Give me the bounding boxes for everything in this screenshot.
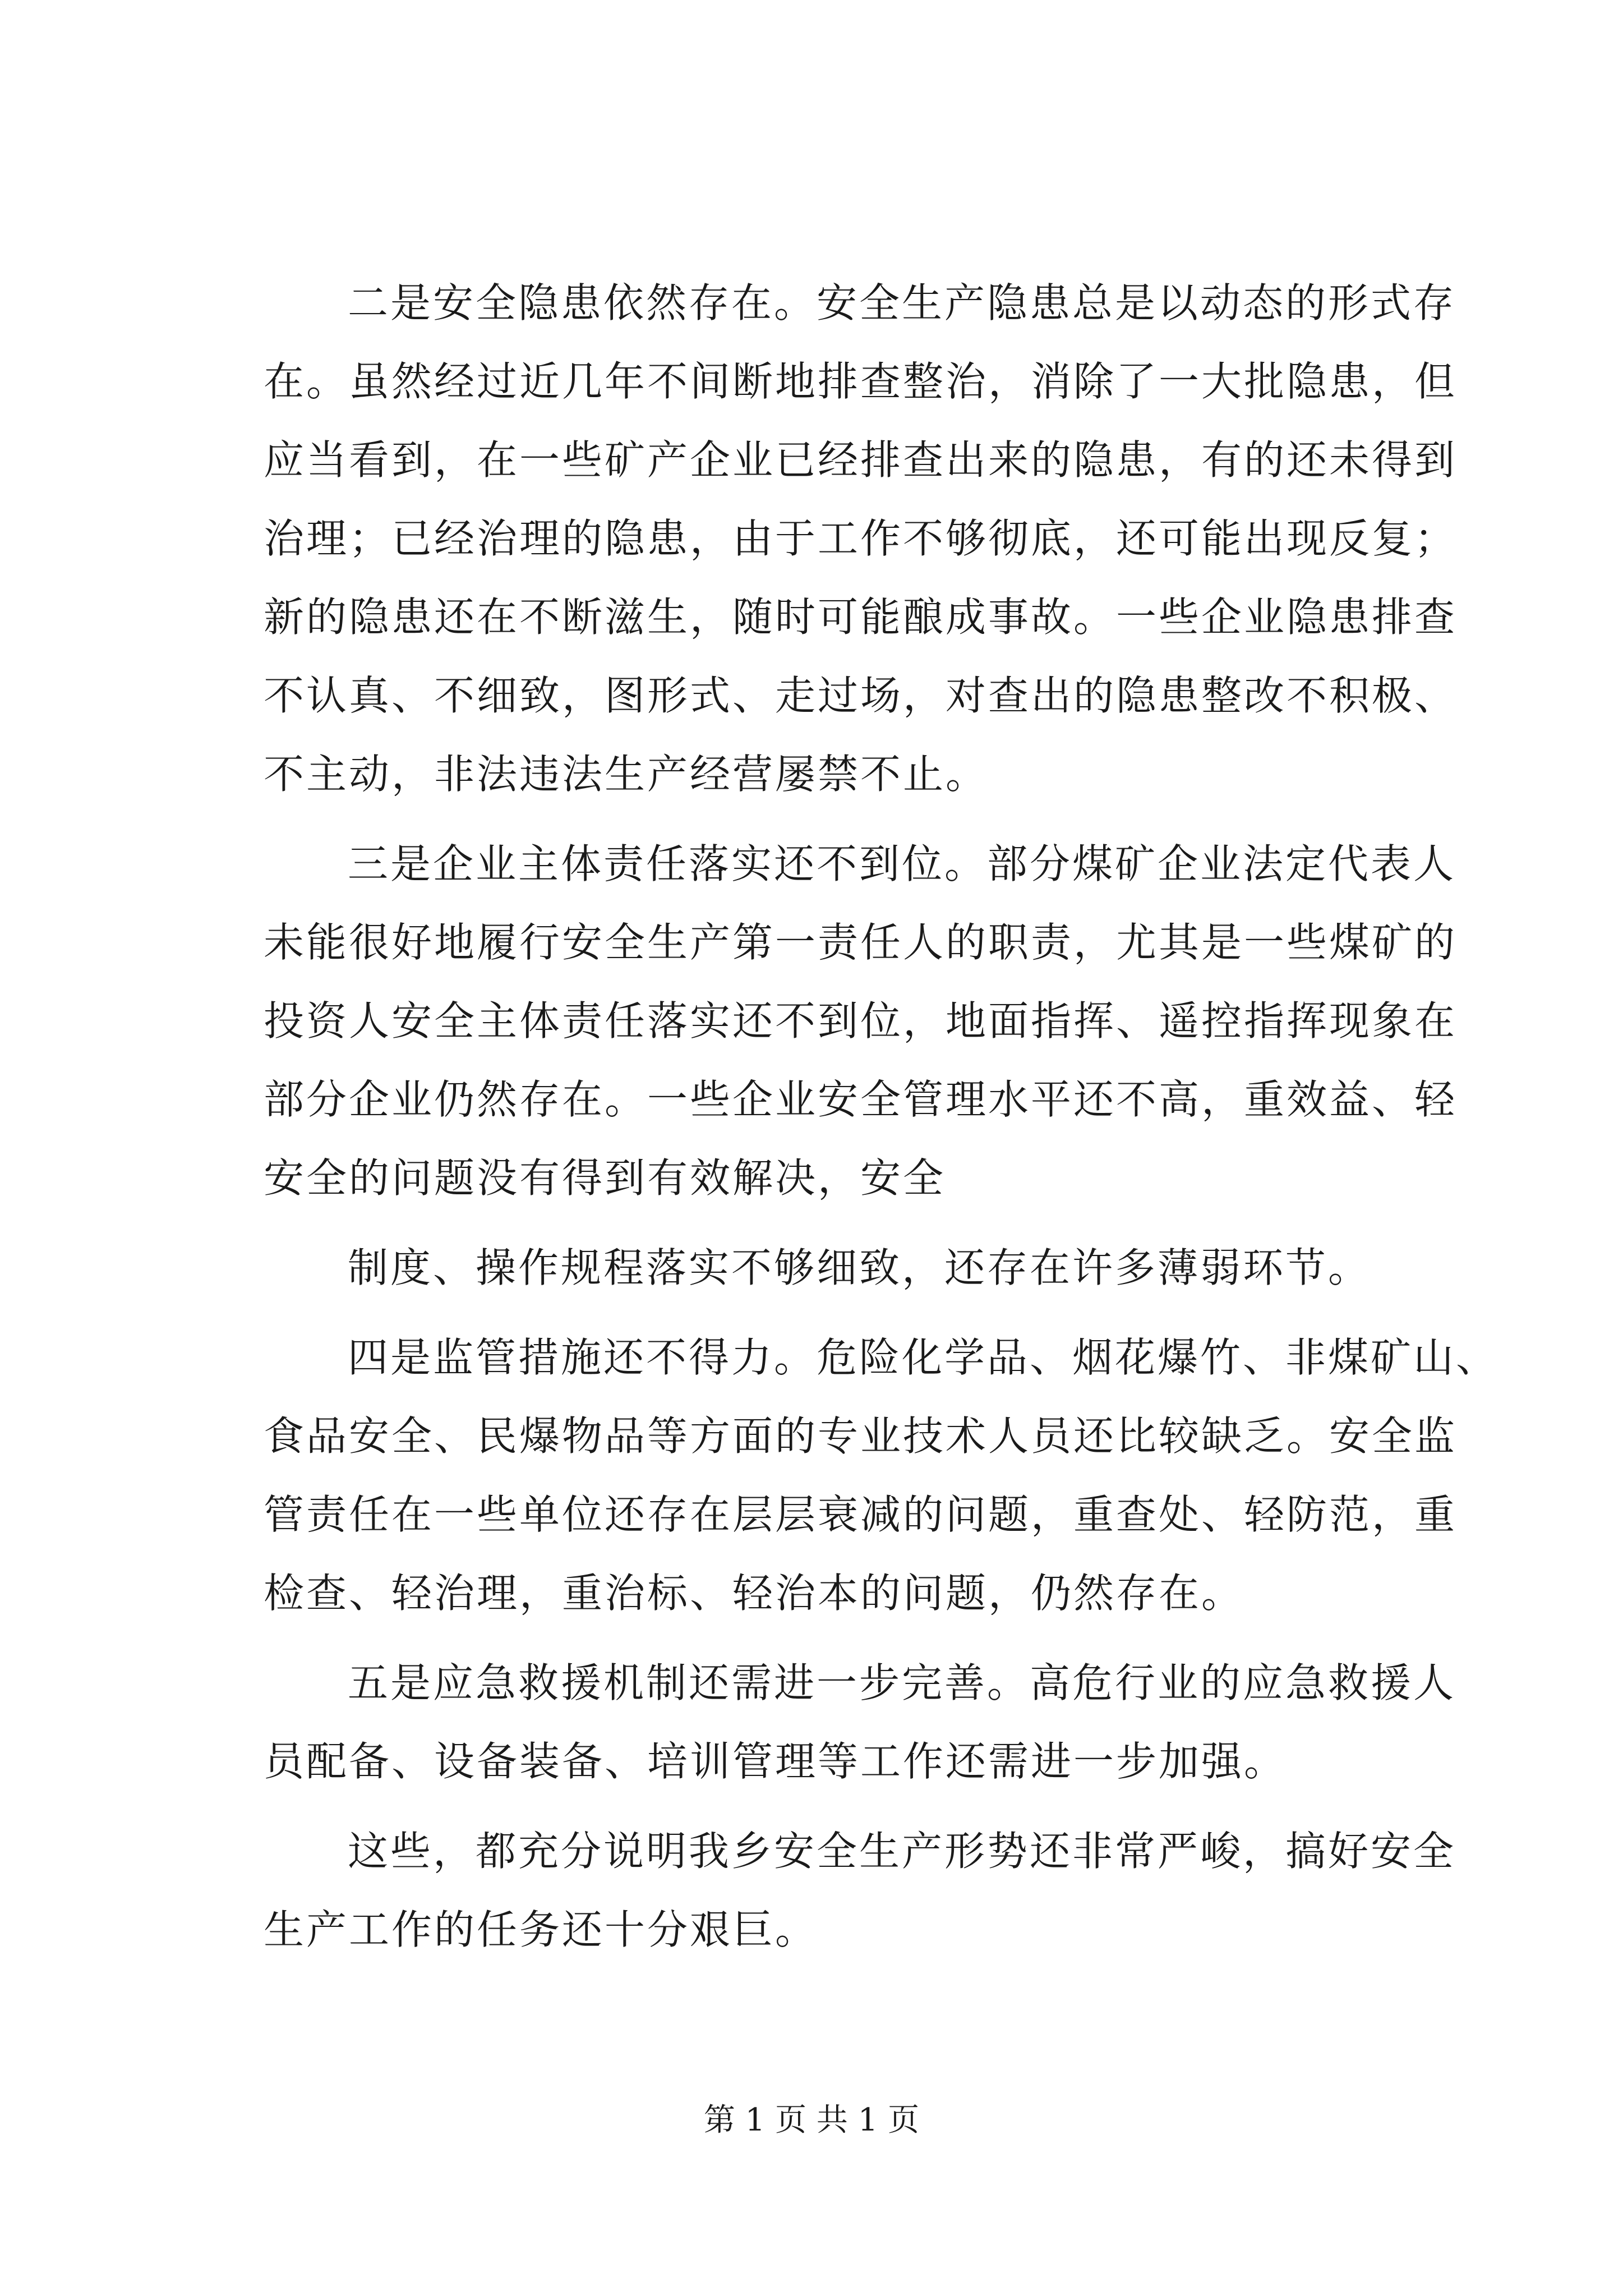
paragraph-1-line-2: 在。虽然经过近几年不间断地排查整治，消除了一大批隐患，但 xyxy=(264,358,1458,405)
paragraph-1-line-4: 治理；已经治理的隐患，由于工作不够彻底，还可能出现反复； xyxy=(264,515,1458,562)
paragraph-2-line-3: 投资人安全主体责任落实还不到位，地面指挥、遥控指挥现象在 xyxy=(264,997,1458,1045)
paragraph-4-line-2: 食品安全、民爆物品等方面的专业技术人员还比较缺乏。安全监 xyxy=(264,1412,1458,1460)
paragraph-4-line-4: 检查、轻治理，重治标、轻治本的问题，仍然存在。 xyxy=(264,1570,1244,1617)
paragraph-1-line-5: 新的隐患还在不断滋生，随时可能酿成事故。一些企业隐患排查 xyxy=(264,593,1458,641)
paragraph-4-line-1: 四是监管措施还不得力。危险化学品、烟花爆竹、非煤矿山、 xyxy=(348,1334,1499,1381)
paragraph-5-line-1: 五是应急救援机制还需进一步完善。高危行业的应急救援人 xyxy=(348,1659,1456,1706)
paragraph-5-line-2: 员配备、设备装备、培训管理等工作还需进一步加强。 xyxy=(264,1738,1287,1785)
paragraph-2-line-2: 未能很好地履行安全生产第一责任人的职责，尤其是一些煤矿的 xyxy=(264,919,1458,966)
paragraph-2-line-1: 三是企业主体责任落实还不到位。部分煤矿企业法定代表人 xyxy=(348,840,1456,887)
paragraph-1-line-3: 应当看到，在一些矿产企业已经排查出来的隐患，有的还未得到 xyxy=(264,436,1458,484)
paragraph-2-line-4: 部分企业仍然存在。一些企业安全管理水平还不高，重效益、轻 xyxy=(264,1076,1458,1123)
paragraph-3-line-1: 制度、操作规程落实不够细致，还存在许多薄弱环节。 xyxy=(348,1244,1371,1291)
paragraph-2-line-5: 安全的问题没有得到有效解决，安全 xyxy=(264,1154,946,1202)
paragraph-1-line-7: 不主动，非法违法生产经营屡禁不止。 xyxy=(264,751,989,798)
paragraph-1-line-1: 二是安全隐患依然存在。安全生产隐患总是以动态的形式存 xyxy=(348,279,1456,326)
paragraph-6-line-2: 生产工作的任务还十分艰巨。 xyxy=(264,1906,818,1953)
paragraph-4-line-3: 管责任在一些单位还存在层层衰减的问题，重查处、轻防范，重 xyxy=(264,1491,1458,1538)
paragraph-6-line-1: 这些，都充分说明我乡安全生产形势还非常严峻，搞好安全 xyxy=(348,1828,1456,1875)
paragraph-1-line-6: 不认真、不细致，图形式、走过场，对查出的隐患整改不积极、 xyxy=(264,672,1458,719)
page-footer: 第 1 页 共 1 页 xyxy=(703,2102,920,2138)
